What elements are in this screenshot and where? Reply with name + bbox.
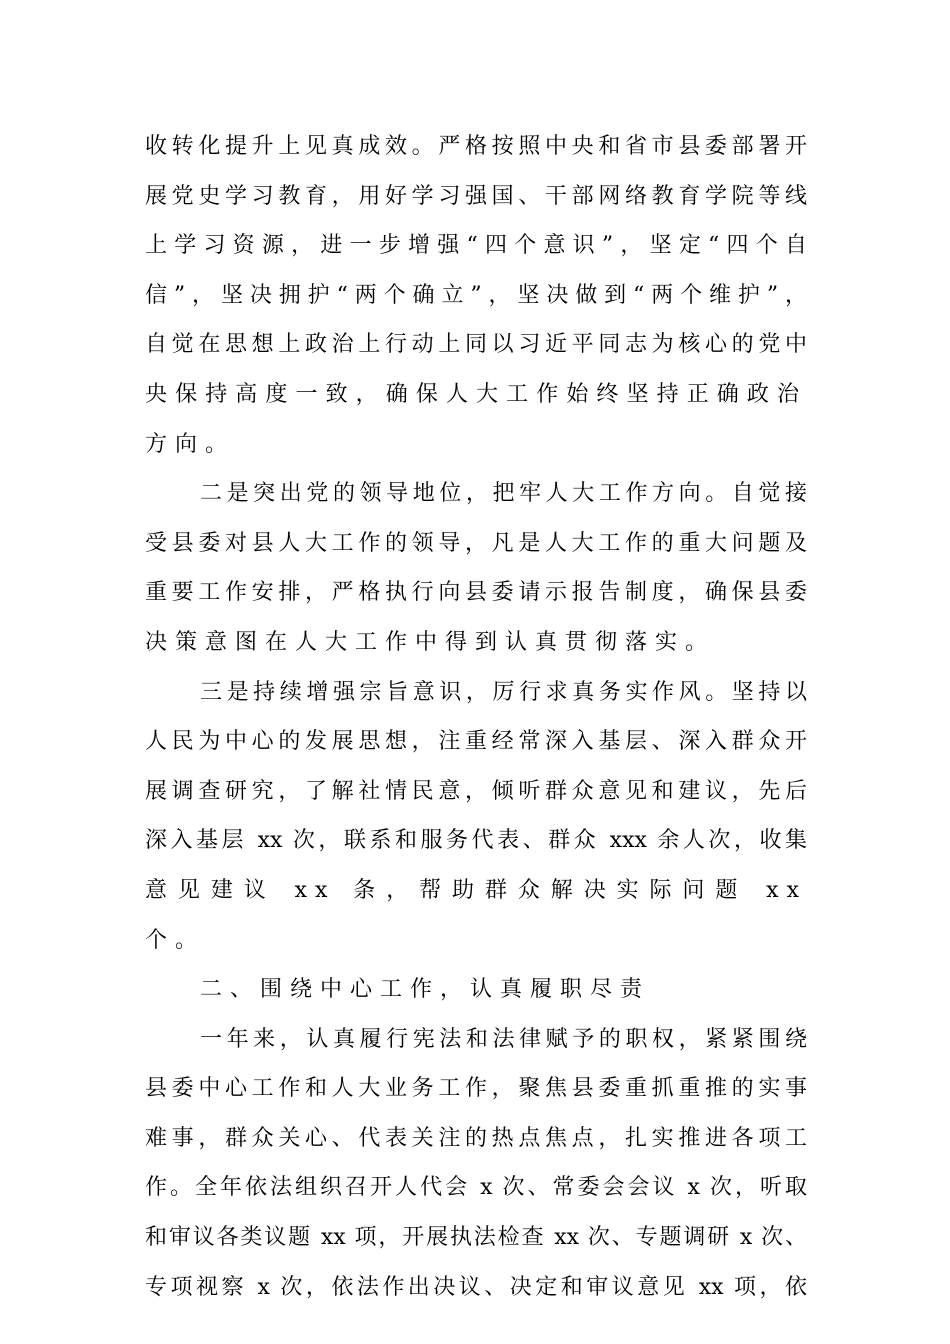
paragraph xyxy=(145,668,807,966)
text-line: 上学习资源，进一步增强“四个意识”，坚定“四个自 xyxy=(145,233,807,259)
text-line: 自觉在思想上政治上行动上同以习近平同志为核心的党中 xyxy=(145,332,807,358)
text-line: 作。全年依法组织召开人代会 x 次、常委会会议 x 次，听取 xyxy=(145,1175,807,1201)
text-line: 人民为中心的发展思想，注重经常深入基层、深入群众开 xyxy=(145,729,807,755)
text-line: 二、围绕中心工作，认真履职尽责 xyxy=(200,977,651,1003)
text-line: 深入基层 xx 次，联系和服务代表、群众 xxx 余人次，收集 xyxy=(145,828,807,854)
text-line: 收转化提升上见真成效。严格按照中央和省市县委部署开 xyxy=(145,134,807,159)
text-line: 央保持高度一致，确保人大工作始终坚持正确政治方向。 xyxy=(145,381,807,457)
paragraph xyxy=(145,1015,807,1313)
paragraph xyxy=(145,122,807,469)
text-line: 展党史学习教育，用好学习强国、干部网络教育学院等线 xyxy=(145,183,807,209)
text-line: 决策意图在人大工作中得到认真贯彻落实。 xyxy=(145,629,716,655)
text-line: 二是突出党的领导地位，把牢人大工作方向。自觉接 xyxy=(200,481,807,507)
text-line: 信”，坚决拥护“两个确立”，坚决做到“两个维护”， xyxy=(145,282,807,308)
text-line: 一年来，认真履行宪法和法律赋予的职权，紧紧围绕 xyxy=(200,1026,807,1052)
text-line: 县委中心工作和人大业务工作，聚焦县委重抓重推的实事 xyxy=(145,1076,807,1102)
text-line: 重要工作安排，严格执行向县委请示报告制度，确保县委 xyxy=(145,580,807,606)
text-line: 和审议各类议题 xx 项，开展执法检查 xx 次、专题调研 x 次、 xyxy=(145,1225,807,1251)
paragraph xyxy=(145,469,807,667)
text-line: 专项视察 x 次，依法作出决议、决定和审议意见 xx 项，依 xyxy=(145,1274,807,1300)
section-heading xyxy=(145,965,807,1015)
document-page xyxy=(145,122,807,1312)
text-line: 展调查研究，了解社情民意，倾听群众意见和建议，先后 xyxy=(145,778,807,804)
text-line: 难事，群众关心、代表关注的热点焦点，扎实推进各项工 xyxy=(145,1125,807,1151)
text-line: 受县委对县人大工作的领导，凡是人大工作的重大问题及 xyxy=(145,530,807,556)
text-line: 三是持续增强宗旨意识，厉行求真务实作风。坚持以 xyxy=(200,679,807,705)
text-line: 意见建议 xx 条，帮助群众解决实际问题 xx 个。 xyxy=(145,877,807,953)
